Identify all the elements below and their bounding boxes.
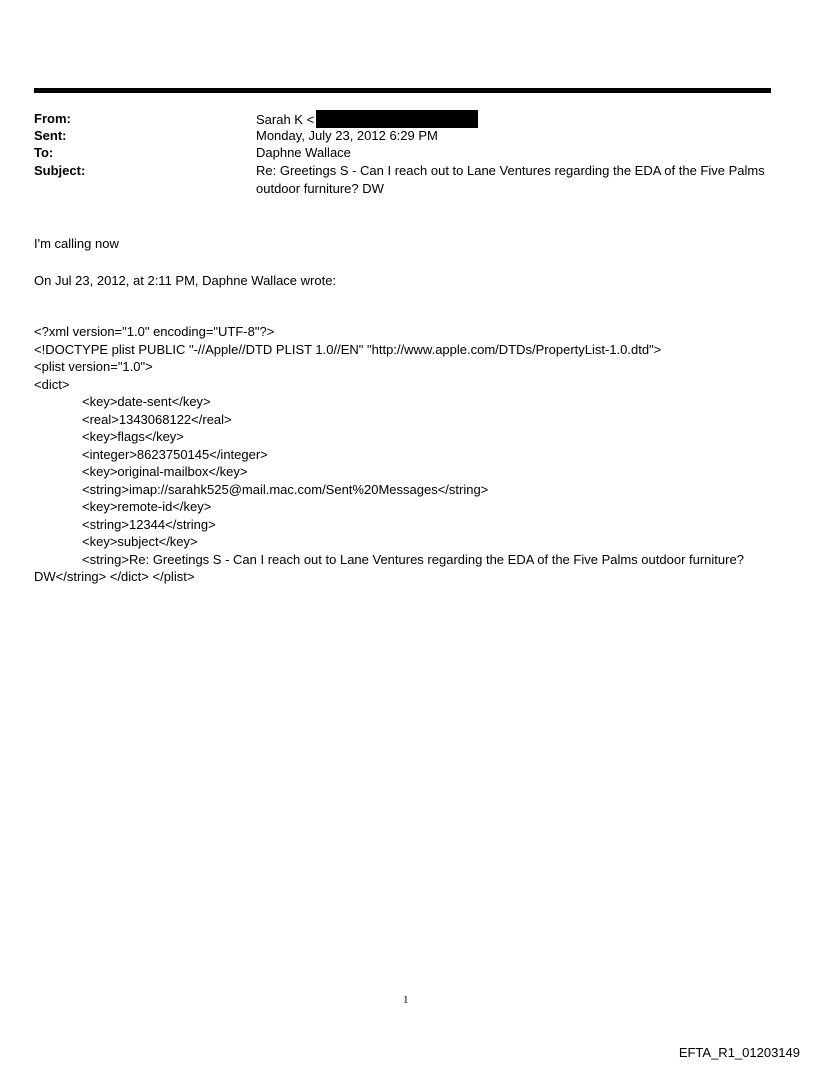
xml-line: <key>date-sent</key> xyxy=(82,394,211,409)
xml-line: <dict> xyxy=(34,376,70,392)
to-label: To: xyxy=(34,145,54,160)
xml-line: <real>1343068122</real> xyxy=(82,411,232,427)
xml-line: <integer>8623750145</integer> xyxy=(82,446,268,462)
sent-value: Monday, July 23, 2012 6:29 PM xyxy=(256,128,438,143)
xml-line: <key>flags</key> xyxy=(82,429,184,444)
xml-line: <string>imap://sarahk525@mail.mac.com/Sent%20Messages</string> xyxy=(82,481,489,497)
sent-label: Sent: xyxy=(34,128,67,143)
xml-line: <key>subject</key> xyxy=(82,534,198,549)
page-number: 1 xyxy=(403,994,409,1006)
quote-intro: On Jul 23, 2012, at 2:11 PM, Daphne Wallace wrote: xyxy=(34,273,337,288)
from-label: From: xyxy=(34,111,71,126)
to-value: Daphne Wallace xyxy=(256,145,351,160)
header-rule xyxy=(34,88,771,93)
xml-line: <string>12344</string> xyxy=(82,516,216,532)
xml-line: <!DOCTYPE plist PUBLIC "-//Apple//DTD PLIST 1.0//EN" "http://www.apple.com/DTDs/PropertyList-1.0.dtd"> xyxy=(34,341,662,357)
xml-line: <?xml version="1.0" encoding="UTF-8"?> xyxy=(34,324,275,339)
xml-line: <key>original-mailbox</key> xyxy=(82,464,248,479)
subject-value: Re: Greetings S - Can I reach out to Lane Ventures regarding the EDA of the Five Palms outdoor furniture? DW xyxy=(256,163,765,196)
from-sender: Sarah K < xyxy=(256,112,315,127)
reply-text: I'm calling now xyxy=(34,236,119,251)
xml-line: <key>remote-id</key> xyxy=(82,499,212,514)
redaction-box xyxy=(316,110,478,128)
document-id: EFTA_R1_01203149 xyxy=(678,1045,800,1060)
xml-line: <string>Re: Greetings S - Can I reach out to Lane Ventures regarding the EDA of the Five Palms outdoor furniture? DW</string> </dict> </plist> xyxy=(34,551,748,584)
xml-plist-block xyxy=(34,323,754,586)
xml-line: <plist version="1.0"> xyxy=(34,359,153,374)
subject-label: Subject: xyxy=(34,163,86,178)
